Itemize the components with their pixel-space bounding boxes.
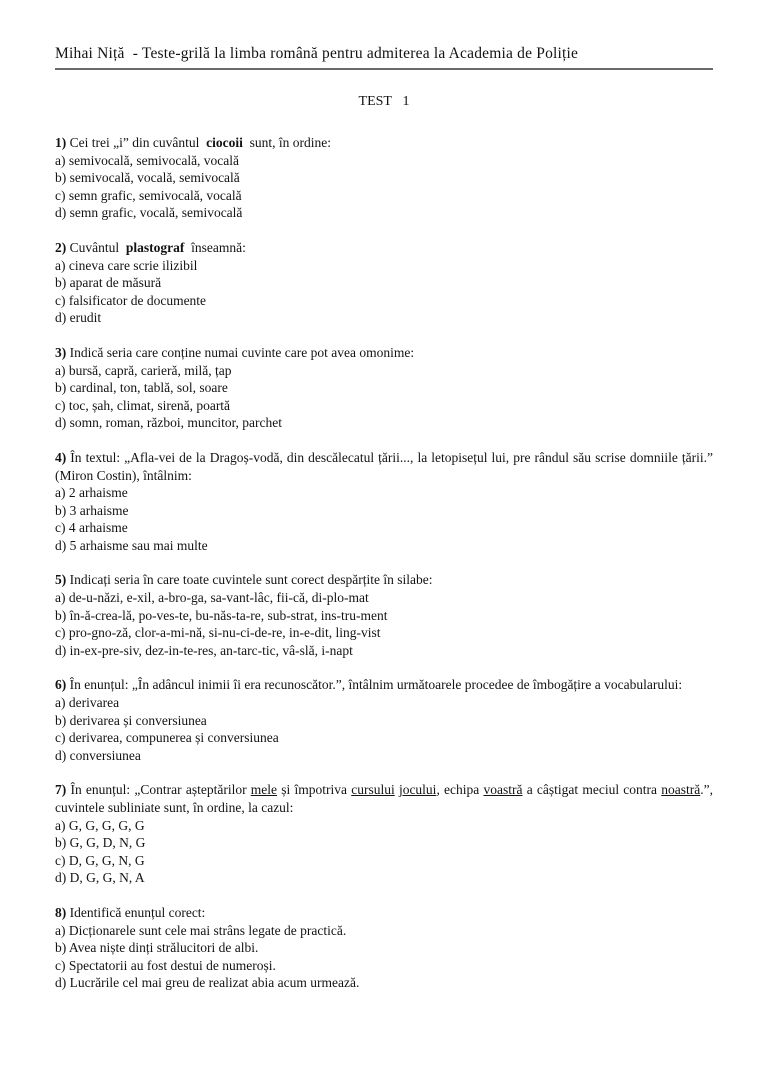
question-stem [55, 781, 713, 816]
question-option: d) 5 arhaisme sau mai multe [55, 537, 208, 553]
question-block [55, 781, 713, 887]
question-number: 5) [55, 572, 70, 588]
question-block [55, 344, 713, 432]
question-option: b) aparat de măsură [55, 275, 162, 291]
stem-text: a câștigat meciul contra [522, 782, 662, 798]
question-block [55, 134, 713, 222]
document-header [55, 45, 713, 70]
question-block [55, 239, 713, 327]
question-option: c) Spectatorii au fost destui de numeroși. [55, 957, 276, 973]
question-option: d) conversiunea [55, 747, 141, 763]
stem-underlined-word: noastră [661, 782, 701, 798]
question-option: a) semivocală, semivocală, vocală [55, 152, 240, 168]
stem-text: , echipa [436, 782, 484, 798]
question-stem [55, 571, 713, 589]
stem-bold-word: plastograf [125, 239, 185, 255]
question-option: c) 4 arhaisme [55, 520, 128, 536]
question-number: 6) [55, 677, 70, 693]
stem-text: sunt, în ordine: [242, 135, 331, 150]
question-option: a) cineva care scrie ilizibil [55, 257, 198, 273]
document-header-title: Mihai Niță - Teste-grilă la limba română pentru admiterea la Academia de Poliție [55, 45, 579, 62]
stem-text: și împotriva [277, 782, 352, 798]
question-option: a) derivarea [55, 695, 120, 711]
question-stem [55, 676, 713, 694]
stem-bold-word: ciocoii [206, 135, 243, 150]
stem-text: înseamnă: [184, 239, 246, 255]
question-option: c) toc, șah, climat, sirenă, poartă [55, 397, 231, 413]
question-number: 7) [55, 782, 71, 798]
stem-text: Identifică enunțul corect: [69, 904, 206, 920]
question-stem [55, 449, 713, 484]
question-number: 8) [55, 904, 70, 920]
question-option: a) G, G, G, G, G [55, 817, 145, 833]
question-option: d) Lucrările cel mai greu de realizat abia acum urmează. [55, 975, 360, 991]
question-option: b) G, G, D, N, G [55, 835, 146, 851]
question-option: b) Avea niște dinți strălucitori de albi. [55, 940, 259, 956]
question-number: 3) [55, 344, 70, 360]
stem-text: Indică seria care conține numai cuvinte care pot avea omonime: [69, 344, 415, 360]
question-stem [55, 134, 713, 152]
stem-underlined-word: cursului [351, 782, 395, 798]
question-stem [55, 239, 713, 257]
question-option: b) în-ă-crea-lă, po-ves-te, bu-năs-ta-re, sub-strat, ins-tru-ment [55, 607, 388, 623]
question-option: d) D, G, G, N, A [55, 870, 145, 886]
test-title: TEST 1 [358, 94, 410, 109]
question-option: c) semn grafic, semivocală, vocală [55, 187, 242, 203]
stem-text: .”, cuvintele subliniate sunt, în ordine, la cazul: [55, 782, 713, 815]
question-option: d) somn, roman, război, muncitor, parchet [55, 415, 283, 431]
question-option: a) de-u-năzi, e-xil, a-bro-ga, sa-vant-lâc, fii-că, di-plo-mat [55, 590, 369, 606]
question-option: c) pro-gno-ză, clor-a-mi-nă, si-nu-ci-de-re, in-e-dit, ling-vist [55, 625, 381, 641]
question-option: a) bursă, capră, carieră, milă, țap [55, 362, 232, 378]
stem-underlined-word: jocului [398, 782, 437, 798]
stem-text: În enunțul: „În adâncul inimii îi era recunoscător.”, întâlnim următoarele procedee de îmbogățire a vocabularului: [69, 677, 683, 693]
questions-list [55, 134, 713, 992]
stem-text: Cuvântul [69, 239, 126, 255]
stem-text: În textul: „Afla-vei de la Dragoș-vodă, din descălecatul țării..., la letopisețul lui, pre rândul său scrise domniile țării.” (Miron Costin), întâlnim: [55, 449, 713, 483]
question-option: c) falsificator de documente [55, 292, 207, 308]
question-option: d) semn grafic, vocală, semivocală [55, 205, 243, 221]
stem-underlined-word: mele [250, 782, 278, 798]
question-option: d) in-ex-pre-siv, dez-in-te-res, an-tarc-tic, vâ-slă, i-napt [55, 642, 353, 658]
stem-text: Cei trei „i” din cuvântul [69, 135, 207, 150]
question-option: d) erudit [55, 310, 102, 326]
question-stem [55, 904, 713, 922]
question-number: 2) [55, 239, 70, 255]
question-option: b) semivocală, vocală, semivocală [55, 170, 240, 186]
question-option: b) 3 arhaisme [55, 502, 129, 518]
question-block [55, 904, 713, 992]
question-option: a) 2 arhaisme [55, 485, 128, 501]
question-block [55, 676, 713, 764]
question-number: 4) [55, 449, 71, 465]
question-option: b) derivarea și conversiunea [55, 712, 207, 728]
question-option: c) derivarea, compunerea și conversiunea [55, 730, 279, 746]
question-option: c) D, G, G, N, G [55, 852, 145, 868]
stem-text: Indicați seria în care toate cuvintele sunt corect despărțite în silabe: [69, 572, 433, 588]
question-block [55, 571, 713, 659]
question-number: 1) [55, 135, 70, 150]
question-stem [55, 344, 713, 362]
stem-underlined-word: voastră [483, 782, 523, 798]
question-option: b) cardinal, ton, tablă, sol, soare [55, 380, 228, 396]
stem-text: În enunțul: „Contrar așteptărilor [70, 782, 251, 798]
question-block [55, 449, 713, 555]
question-option: a) Dicționarele sunt cele mai strâns legate de practică. [55, 922, 347, 938]
